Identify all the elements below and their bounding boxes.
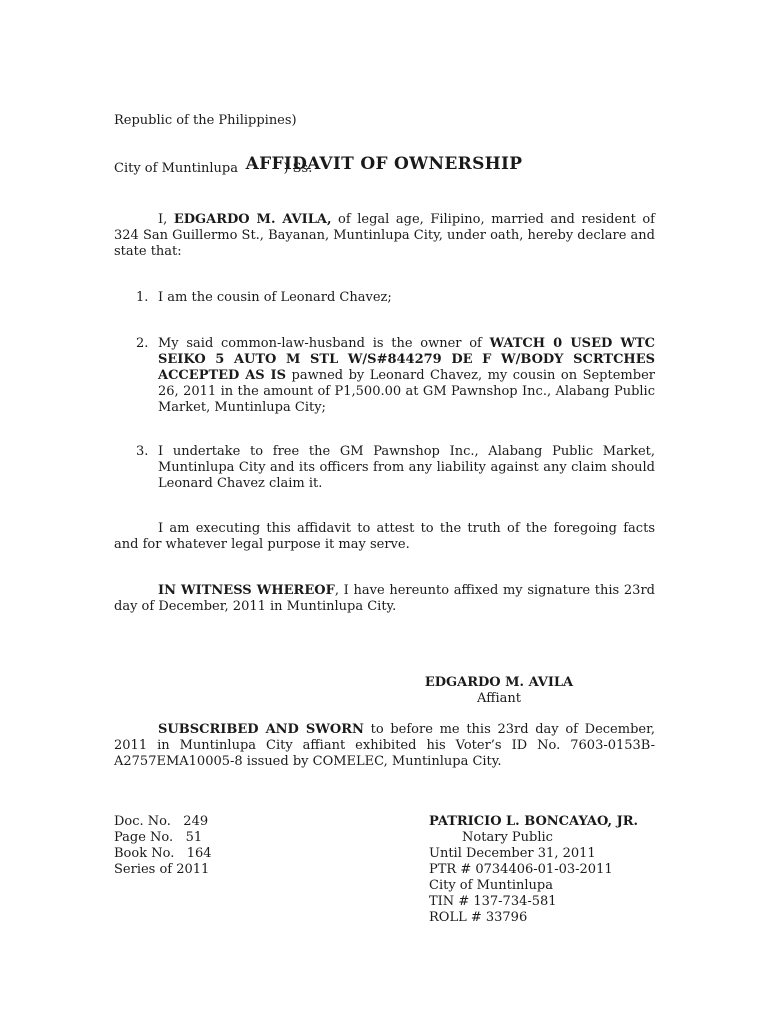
jurat-paragraph <box>114 722 655 770</box>
doc-number: Doc. No. 249 <box>114 814 209 829</box>
series-year: Series of 2011 <box>114 862 210 877</box>
witness-paragraph <box>114 583 655 615</box>
notary-until: Until December 31, 2011 <box>429 846 596 861</box>
item-text-after: pawned by Leonard Chavez, my cousin on September 26, 2011 in the amount of P1,500.00 at GM Pawnshop Inc., Alabang Public Market, Muntinlupa City; <box>158 368 655 415</box>
witness-heading: IN WITNESS WHEREOF <box>158 583 335 598</box>
doc-info-block <box>114 814 212 878</box>
list-item-number: 2. <box>136 336 149 351</box>
intro-prefix: I, <box>158 212 174 227</box>
affiant-role: Affiant <box>477 691 521 706</box>
notary-ptr: PTR # 0734406-01-03-2011 <box>429 862 613 877</box>
jurat-heading: SUBSCRIBED AND SWORN <box>158 722 364 737</box>
list-item <box>136 336 655 416</box>
list-item-number: 1. <box>136 290 149 305</box>
intro-rest: of legal age, Filipino, married and resident of 324 San Guillermo St., Bayanan, Muntinlupa City, under oath, hereby declare and state that: <box>114 212 655 259</box>
list-item-text: I undertake to free the GM Pawnshop Inc., Alabang Public Market, Muntinlupa City and its officers from any liability against any claim should Leonard Chavez claim it. <box>158 444 655 491</box>
list-item <box>136 290 655 306</box>
affiant-signature-block <box>419 675 579 707</box>
list-item-text: I am the cousin of Leonard Chavez; <box>158 290 392 305</box>
list-item-number: 3. <box>136 444 149 459</box>
witness-rest: , I have hereunto affixed my signature this 23rd day of December, 2011 in Muntinlupa City. <box>114 583 655 614</box>
notary-block <box>429 814 638 926</box>
document-title: AFFIDAVIT OF OWNERSHIP <box>245 154 523 174</box>
notary-roll: ROLL # 33796 <box>429 910 528 925</box>
jurat-rest: to before me this 23rd day of December, 2011 in Muntinlupa City affiant exhibited his Voter’s ID No. 7603-0153B-A2757EMA10005-8 issued by COMELEC, Muntinlupa City. <box>114 722 655 769</box>
book-number: Book No. 164 <box>114 846 212 861</box>
intro-paragraph <box>114 212 655 260</box>
list-item <box>136 444 655 492</box>
affiant-name: EDGARDO M. AVILA <box>424 675 574 690</box>
list-item-text <box>158 336 655 416</box>
notary-title: Notary Public <box>429 830 553 845</box>
executing-paragraph: I am executing this affidavit to attest to the truth of the foregoing facts and for whatever legal purpose it may serve. <box>114 521 655 552</box>
affiant-name-inline: EDGARDO M. AVILA, <box>173 212 332 227</box>
notary-city: City of Muntinlupa <box>429 878 553 893</box>
item-text-before: My said common-law-husband is the owner of <box>158 336 490 351</box>
notary-tin: TIN # 137-734-581 <box>429 894 557 909</box>
item-watch-description: WATCH 0 USED WTC SEIKO 5 AUTO M STL W/S#844279 DE F W/BODY SCRTCHES ACCEPTED AS IS <box>158 336 655 383</box>
venue-block <box>114 81 312 193</box>
venue-republic: Republic of the Philippines) <box>114 113 297 128</box>
notary-name: PATRICIO L. BONCAYAO, JR. <box>429 814 639 829</box>
page-number: Page No. 51 <box>114 830 203 845</box>
venue-city: City of Muntinlupa ) Ss. <box>114 161 313 176</box>
